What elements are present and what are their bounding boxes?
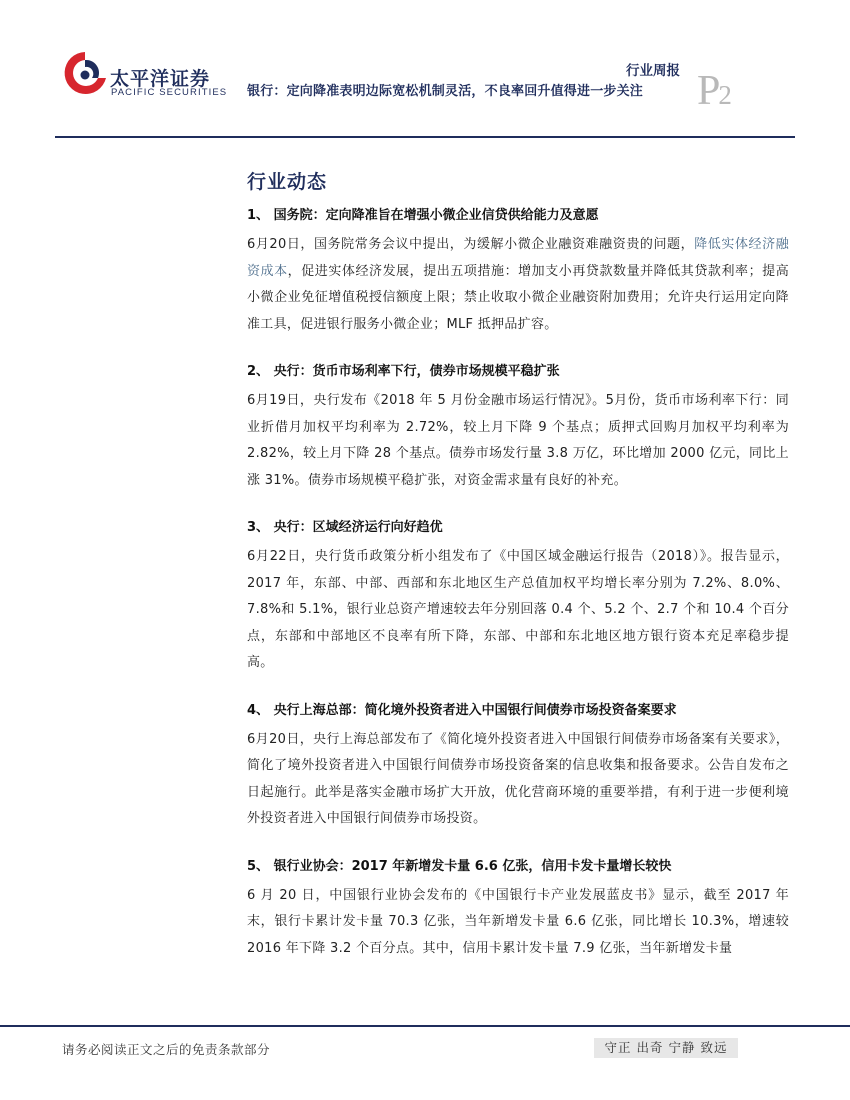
header-divider: [55, 136, 795, 138]
news-body-text: 6月20日，国务院常务会议中提出，为缓解小微企业融资难融资贵的问题，: [247, 237, 695, 252]
section-title: 行业动态: [247, 171, 328, 193]
pacific-securities-logo-icon: [62, 48, 108, 98]
news-body: 6 月 20 日，中国银行业协会发布的《中国银行卡产业发展蓝皮书》显示，截至 2017 年末，银行卡累计发卡量 70.3 亿张，当年新增发卡量 6.6 亿张，同比增长 10.3%，增速较 2016 年下降 3.2 个百分点。其中，信用卡累计发卡量 7.9 亿张，当年新增发卡量: [247, 887, 789, 956]
report-type: 行业周报: [626, 63, 680, 79]
footer-divider: [0, 1025, 850, 1027]
news-item: [247, 358, 789, 494]
news-body: 6月22日，央行货币政策分析小组发布了《中国区域金融运行报告（2018）》。报告显示，2017 年，东部、中部、西部和东北地区生产总值加权平均增长率分别为 7.2%、8.0%、7.8%和 5.1%，银行业总资产增速较去年分别回落 0.4 个、5.2 个、2.7 个和 10.4 个百分点，东部和中部地区不良率有所下降，东部、中部和东北地区地方银行资本充足率稳步提高。: [247, 549, 789, 670]
footer-disclaimer: 请务必阅读正文之后的免责条款部分: [62, 1042, 271, 1057]
news-heading: 2、 央行：货币市场利率下行，债券市场规模平稳扩张: [247, 364, 560, 379]
footer-motto: 守正 出奇 宁静 致远: [594, 1038, 738, 1058]
news-item: [247, 853, 789, 963]
news-body: 6月19日，央行发布《2018 年 5 月份金融市场运行情况》。5月份，货币市场利率下行：同业折借月加权平均利率为 2.72%，较上月下降 9 个基点；质押式回购月加权平均利率为 2.82%，较上月下降 28 个基点。债券市场发行量 3.8 万亿，环比增加 2000 亿元，同比上涨 31%。债券市场规模平稳扩张，对资金需求量有良好的补充。: [247, 393, 789, 488]
news-body: 6月20日，央行上海总部发布了《简化境外投资者进入中国银行间债券市场备案有关要求》，简化了境外投资者进入中国银行间债券市场投资备案的信息收集和报备要求。公告自发布之日起施行。此举是落实金融市场扩大开放，优化营商环境的重要举措，有利于进一步便利境外投资者进入中国银行间债券市场投资。: [247, 731, 789, 826]
news-heading: 3、 央行：区域经济运行向好趋优: [247, 520, 443, 535]
page-letter: P: [697, 68, 719, 114]
page-number: [697, 70, 730, 112]
page-digit: 2: [718, 80, 730, 110]
news-item: [247, 514, 789, 677]
news-body: [247, 232, 789, 338]
company-logo: [62, 48, 232, 108]
news-item: [247, 202, 789, 338]
news-heading: 4、 央行上海总部：简化境外投资者进入中国银行间债券市场投资备案要求: [247, 702, 677, 718]
news-body-text: ，促进实体经济发展，提出五项措施：增加支小再贷款数量并降低其贷款利率；提高小微企业免征增值税授信额度上限；禁止收取小微企业融资附加费用；允许央行运用定向降准工具，促进银行服务小微企业；MLF 抵押品扩容。: [247, 263, 789, 332]
news-item: [247, 697, 789, 833]
logo-english-name: PACIFIC SECURITIES: [111, 87, 228, 98]
report-title: 银行：定向降准表明边际宽松机制灵活，不良率回升值得进一步关注: [247, 84, 644, 99]
news-heading: 5、 银行业协会：2017 年新增发卡量 6.6 亿张，信用卡发卡量增长较快: [247, 858, 672, 874]
news-list: [247, 200, 789, 982]
news-body-highlight: 降低实体经济融资成本: [247, 237, 789, 279]
logo-chinese-name: 太平洋证券: [110, 68, 211, 90]
news-heading: 1、 国务院：定向降准旨在增强小微企业信贷供给能力及意愿: [247, 208, 599, 223]
